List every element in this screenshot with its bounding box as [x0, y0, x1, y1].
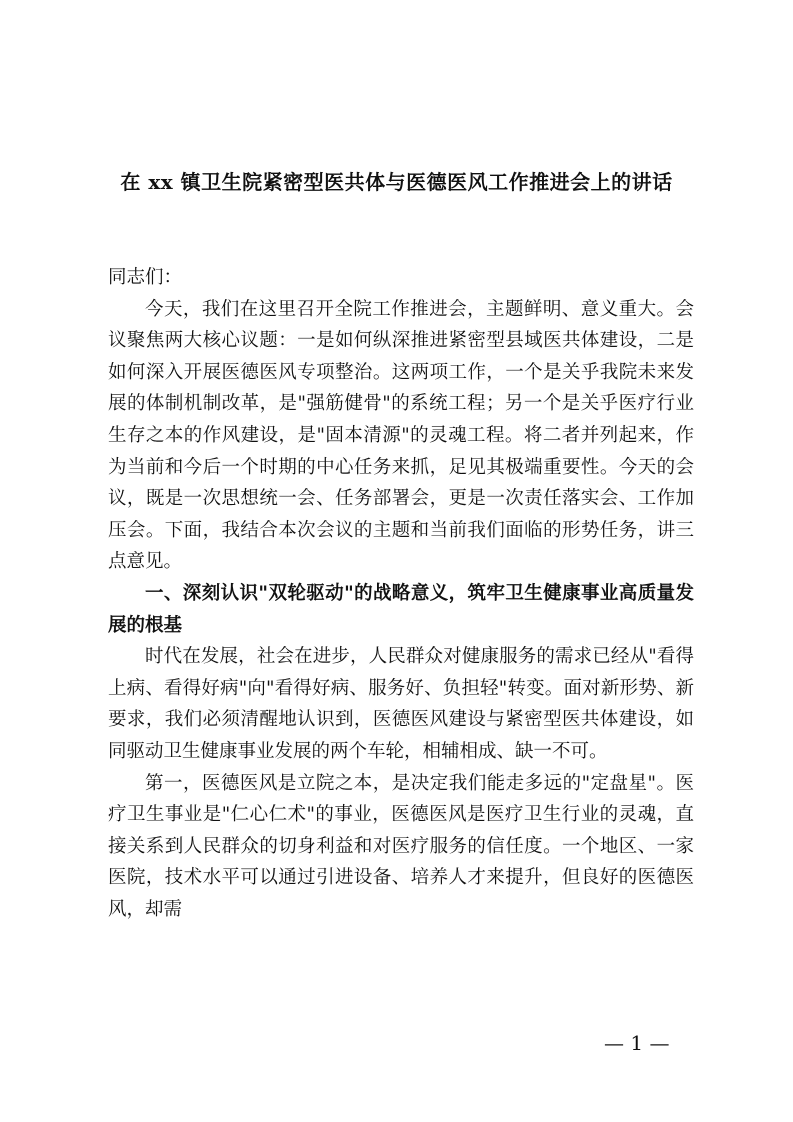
document-body: [108, 262, 694, 925]
paragraph-context: 时代在发展，社会在进步，人民群众对健康服务的需求已经从"看得上病、看得好病"向"看得好病、服务好、负担轻"转变。面对新形势、新要求，我们必须清醒地认识到，医德医风建设与紧密型医共体建设，如同驱动卫生健康事业发展的两个车轮，相辅相成、缺一不可。: [108, 646, 694, 762]
paragraph-intro: 今天，我们在这里召开全院工作推进会，主题鲜明、意义重大。会议聚焦两大核心议题：一是如何纵深推进紧密型县域医共体建设，二是如何深入开展医德医风专项整治。这两项工作，一个是关乎我院未来发展的体制机制改革，是"强筋健骨"的系统工程；另一个是关乎医疗行业生存之本的作风建设，是"固本清源"的灵魂工程。将二者并列起来，作为当前和今后一个时期的中心任务来抓，足见其极端重要性。今天的会议，既是一次思想统一会、任务部署会，更是一次责任落实会、工作加压会。下面，我结合本次会议的主题和当前我们面临的形势任务，讲三点意见。: [108, 298, 694, 573]
document-title: 在 xx 镇卫生院紧密型医共体与医德医风工作推进会上的讲话: [120, 170, 673, 194]
paragraph-first-point: 第一，医德医风是立院之本，是决定我们能走多远的"定盘星"。医疗卫生事业是"仁心仁术"的事业，医德医风是医疗卫生行业的灵魂，直接关系到人民群众的切身利益和对医疗服务的信任度。一个地区、一家医院，技术水平可以通过引进设备、培养人才来提升，但良好的医德医风，却需: [108, 772, 694, 920]
salutation: 同志们：: [108, 267, 183, 288]
page-number: — 1 —: [604, 1031, 670, 1055]
section-heading-1: 一、深刻认识"双轮驱动"的战略意义，筑牢卫生健康事业高质量发展的根基: [108, 582, 694, 636]
